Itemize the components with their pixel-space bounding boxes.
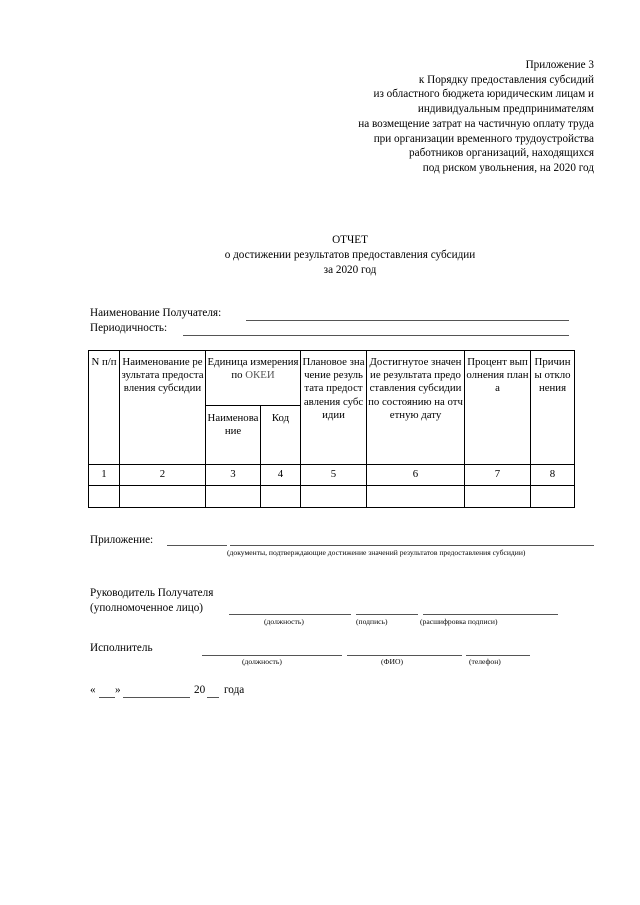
appendix-line: работников организаций, находящихся [409, 147, 594, 160]
header-reasons: Причины отклонения [531, 351, 575, 465]
date-day-field[interactable] [99, 697, 115, 698]
date-open-quote: « [90, 684, 96, 696]
date-month-field[interactable] [123, 697, 190, 698]
periodicity-field[interactable] [183, 335, 569, 336]
head-signature-field[interactable] [356, 614, 418, 615]
executor-phone-field[interactable] [466, 655, 530, 656]
column-number: 5 [301, 465, 367, 486]
head-position-field[interactable] [229, 614, 351, 615]
attachment-note: (документы, подтверждающие достижение значений результатов предоставления субсидии) [227, 548, 526, 557]
column-number: 8 [531, 465, 575, 486]
head-caption-decoding: (расшифровка подписи) [420, 617, 498, 626]
column-number: 7 [465, 465, 531, 486]
data-cell[interactable] [261, 486, 301, 508]
appendix-line: из областного бюджета юридическим лицам и [373, 88, 594, 101]
column-number: 3 [206, 465, 261, 486]
header-result-name: Наименование результата предоставления субсидии [120, 351, 206, 465]
title-line-3: за 2020 год [323, 263, 377, 276]
recipient-label: Наименование Получателя: [90, 307, 222, 319]
date-year-prefix: 20 [194, 684, 206, 696]
executor-position-field[interactable] [202, 655, 342, 656]
title-line-1: ОТЧЕТ [332, 234, 368, 246]
periodicity-label: Периодичность: [90, 322, 168, 334]
attachment-field[interactable] [230, 545, 594, 546]
data-cell[interactable] [301, 486, 367, 508]
column-number: 1 [89, 465, 120, 486]
head-caption-signature: (подпись) [356, 617, 388, 626]
report-title [0, 233, 640, 277]
header-percent: Процент выполнения плана [465, 351, 531, 465]
executor-label: Исполнитель [90, 642, 153, 654]
appendix-line: на возмещение затрат на частичную оплату труда [358, 117, 594, 130]
data-cell[interactable] [367, 486, 465, 508]
appendix-line: индивидуальным предпринимателям [417, 103, 594, 116]
head-label-1: Руководитель Получателя [90, 587, 214, 599]
date-year-suffix: года [224, 684, 245, 696]
data-cell[interactable] [120, 486, 206, 508]
header-achieved: Достигнутое значение результата предоставления субсидии по состоянию на отчетную дату [367, 351, 465, 465]
data-cell[interactable] [465, 486, 531, 508]
data-cell[interactable] [531, 486, 575, 508]
column-number: 2 [120, 465, 206, 486]
appendix-line: при организации временного трудоустройства [373, 132, 594, 145]
executor-caption-phone: (телефон) [469, 657, 501, 666]
header-num: N п/п [89, 351, 120, 465]
column-number: 6 [367, 465, 465, 486]
report-table [88, 350, 575, 508]
date-year-field[interactable] [207, 697, 219, 698]
appendix-line: Приложение 3 [525, 59, 594, 71]
executor-name-field[interactable] [347, 655, 462, 656]
attachment-field-short[interactable] [167, 545, 227, 546]
appendix-line: под риском увольнения, на 2020 год [422, 161, 594, 174]
header-unit-okei: ОКЕИ [245, 369, 275, 382]
header-unit [206, 351, 301, 406]
title-line-2: о достижении результатов предоставления субсидии [224, 248, 476, 261]
head-caption-position: (должность) [264, 617, 304, 626]
appendix-line: к Порядку предоставления субсидий [418, 73, 594, 86]
head-label-2: (уполномоченное лицо) [90, 602, 204, 614]
appendix-header [358, 58, 594, 176]
data-cell[interactable] [206, 486, 261, 508]
executor-caption-position: (должность) [242, 657, 282, 666]
executor-caption-name: (ФИО) [381, 657, 404, 666]
head-signature-decoding-field[interactable] [423, 614, 558, 615]
attachment-label: Приложение: [90, 534, 154, 546]
header-unit-label: Единица измерения по [207, 356, 299, 382]
date-close-quote: » [115, 684, 121, 696]
column-number: 4 [261, 465, 301, 486]
header-unit-name: Наименование [206, 406, 261, 465]
header-planned: Плановое значение результата предоставления субсидии [301, 351, 367, 465]
recipient-field[interactable] [246, 320, 569, 321]
header-unit-code: Код [261, 406, 301, 465]
data-cell[interactable] [89, 486, 120, 508]
